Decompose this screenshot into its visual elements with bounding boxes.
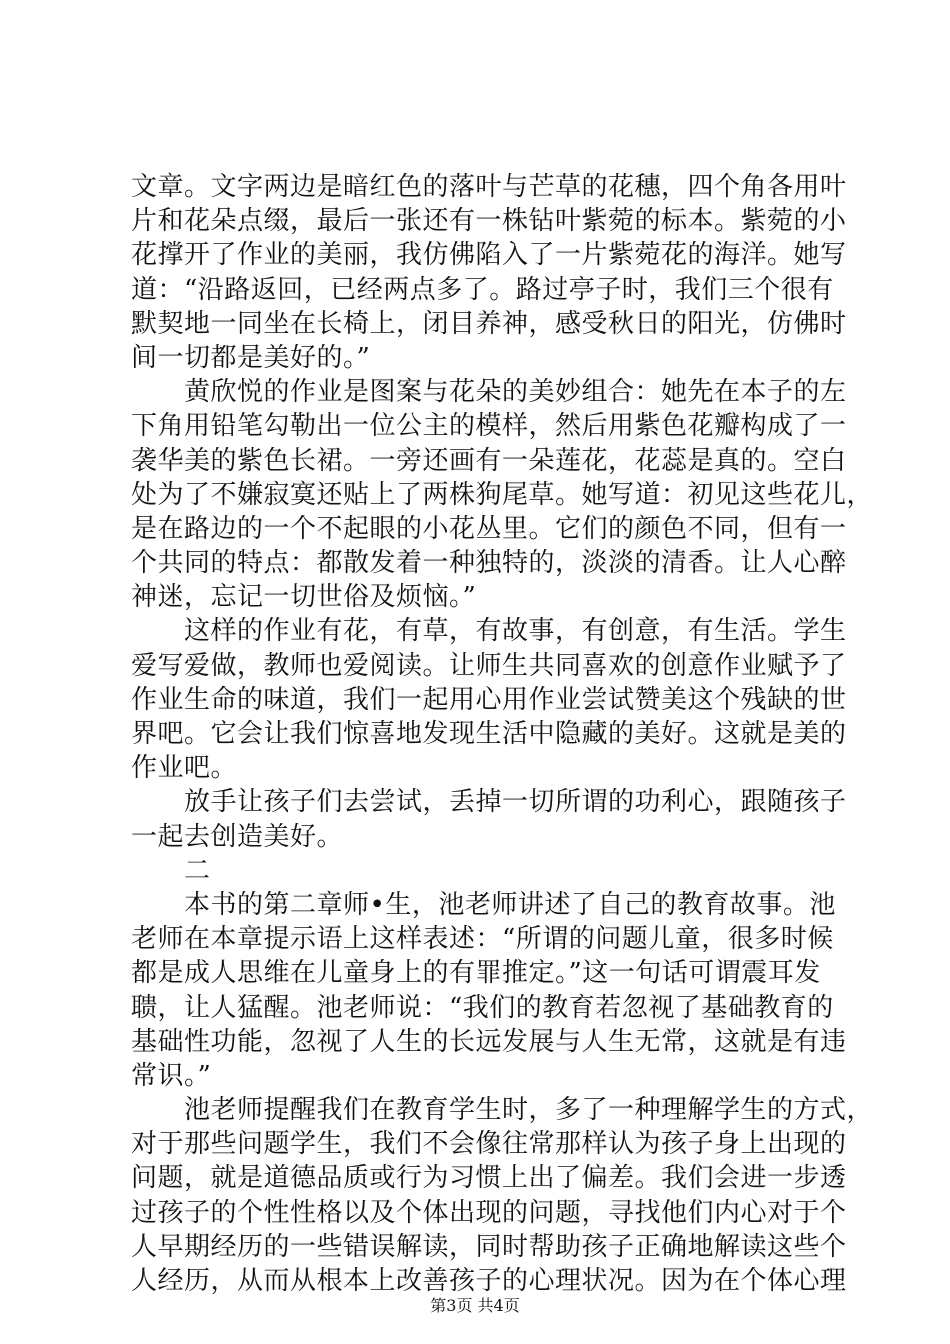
page-number: 第3页 共4页: [430, 1296, 520, 1315]
text-line: 池老师提醒我们在教育学生时，多了一种理解学生的方式，: [131, 1095, 874, 1126]
text-line: 黄欣悦的作业是图案与花朵的美妙组合：她先在本子的左: [131, 377, 847, 408]
text-line: 片和花朵点缀，最后一张还有一株钻叶紫菀的标本。紫菀的小: [131, 206, 847, 237]
text-line: 间一切都是美好的。”: [131, 342, 371, 373]
text-line: 这样的作业有花，有草，有故事，有创意，有生活。学生: [131, 616, 847, 647]
page-footer: [0, 1296, 950, 1316]
text-line: 文章。文字两边是暗红色的落叶与芒草的花穗，四个角各用叶: [131, 172, 847, 202]
text-line: 本书的第二章师•生，池老师讲述了自己的教育故事。池: [131, 889, 836, 920]
text-line: 聩，让人猛醒。池老师说：“我们的教育若忽视了基础教育的: [131, 992, 834, 1023]
text-line: 过孩子的个性性格以及个体出现的问题，寻找他们内心对于个: [131, 1197, 847, 1228]
text-line: 下角用铅笔勾勒出一位公主的模样，然后用紫色花瓣构成了一: [131, 411, 847, 442]
text-line: 是在路边的一个不起眼的小花丛里。它们的颜色不同，但有一: [131, 513, 847, 544]
text-line: 界吧。它会让我们惊喜地发现生活中隐藏的美好。这就是美的: [131, 719, 847, 749]
text-line: 默契地一同坐在长椅上，闭目养神，感受秋日的阳光，仿佛时: [131, 308, 847, 339]
text-line: 基础性功能，忽视了人生的长远发展与人生无常，这就是有违: [131, 1026, 847, 1057]
text-line: 袭华美的紫色长裙。一旁还画有一朵莲花，花蕊是真的。空白: [131, 445, 847, 476]
text-line: 作业生命的味道，我们一起用心用作业尝试赞美这个残缺的世: [131, 684, 847, 715]
text-line: 个共同的特点：都散发着一种独特的，淡淡的清香。让人心醉: [131, 548, 847, 579]
text-line: 作业吧。: [131, 753, 238, 784]
text-line: 常识。”: [131, 1060, 212, 1091]
text-line: 人早期经历的一些错误解读，同时帮助孩子正确地解读这些个: [131, 1231, 847, 1262]
text-line: 道：“沿路返回，已经两点多了。路过亭子时，我们三个很有: [131, 274, 834, 305]
text-line: 一起去创造美好。: [131, 821, 344, 852]
body-text: [131, 170, 874, 1298]
text-line: 问题，就是道德品质或行为习惯上出了偏差。我们会进一步透: [131, 1163, 847, 1194]
text-line: 人经历，从而从根本上改善孩子的心理状况。因为在个体心理: [131, 1266, 847, 1296]
text-line: 处为了不嫌寂寞还贴上了两株狗尾草。她写道：初见这些花儿，: [131, 479, 874, 510]
text-line: 都是成人思维在儿童身上的有罪推定。”这一句话可谓震耳发: [131, 958, 821, 989]
text-line: 花撑开了作业的美丽，我仿佛陷入了一片紫菀花的海洋。她写: [131, 240, 847, 271]
text-line: 对于那些问题学生，我们不会像往常那样认为孩子身上出现的: [131, 1129, 847, 1160]
text-line: 爱写爱做，教师也爱阅读。让师生共同喜欢的创意作业赋予了: [131, 650, 847, 681]
section-heading: 二: [131, 855, 211, 886]
text-line: 老师在本章提示语上这样表述：“所谓的问题儿童，很多时候: [131, 924, 834, 955]
text-line: 放手让孩子们去尝试，丢掉一切所谓的功利心，跟随孩子: [131, 787, 847, 818]
text-line: 神迷，忘记一切世俗及烦恼。”: [131, 582, 477, 613]
